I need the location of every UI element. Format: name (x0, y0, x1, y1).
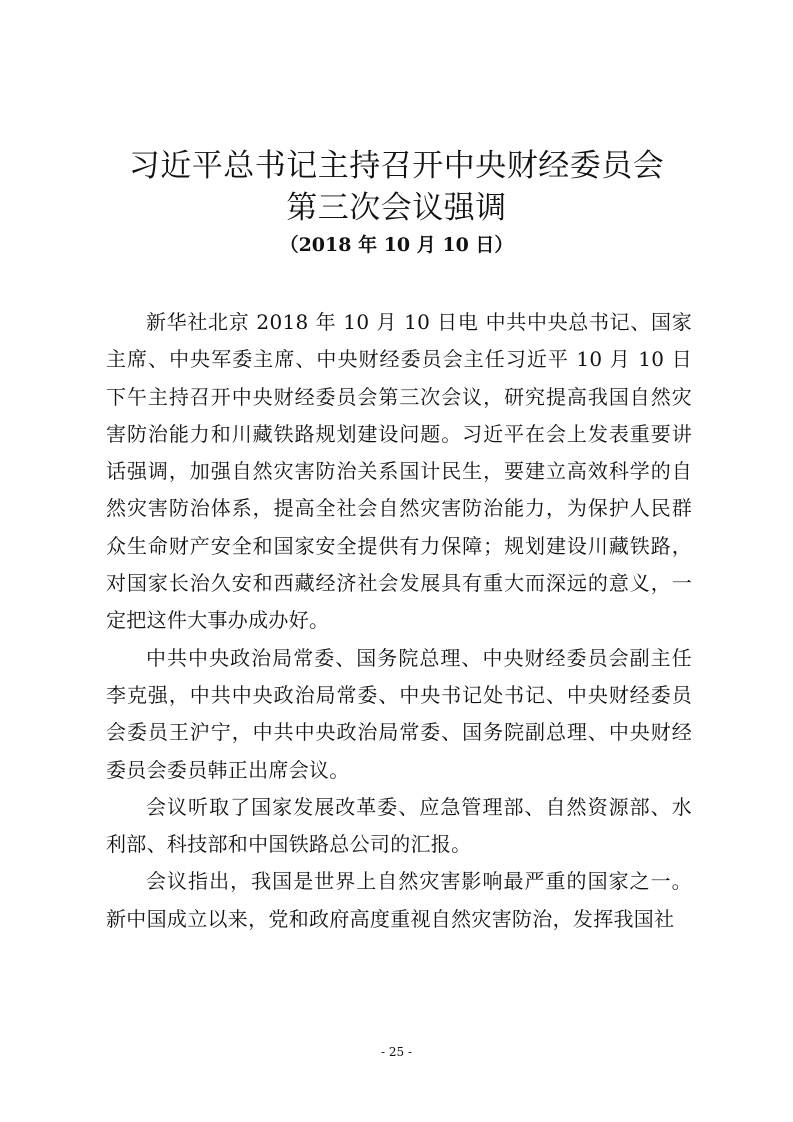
document-date: （2018 年 10 月 10 日） (279, 234, 514, 256)
document-title-line-2: 第三次会议强调 (286, 190, 507, 226)
page-number: - 25 - (380, 1045, 412, 1059)
paragraph: 会议指出，我国是世界上自然灾害影响最严重的国家之一。新中国成立以来，党和政府高度重视自然灾害防治，发挥我国社 (106, 869, 692, 931)
paragraph: 会议听取了国家发展改革委、应急管理部、自然资源部、水利部、科技部和中国铁路总公司的汇报。 (106, 794, 692, 857)
document-body (106, 304, 692, 938)
paragraph: 中共中央政治局常委、国务院总理、中央财经委员会副主任李克强，中共中央政治局常委、中央书记处书记、中央财经委员会委员王沪宁，中共中央政治局常委、国务院副总理、中央财经委员会委员韩正出席会议。 (106, 645, 692, 782)
paragraph: 新华社北京 2018 年 10 月 10 日电 中共中央总书记、国家主席、中央军委主席、中央财经委员会主任习近平 10 月 10 日下午主持召开中央财经委员会第三次会议，研究提高我国自然灾害防治能力和川藏铁路规划建设问题。习近平在会上发表重要讲话强调，加强自然灾害防治关系国计民生，要建立高效科学的自然灾害防治体系，提高全社会自然灾害防治能力，为保护人民群众生命财产安全和国家安全提供有力保障；规划建设川藏铁路，对国家长治久安和西藏经济社会发展具有重大而深远的意义，一定把这件大事办成办好。 (106, 310, 692, 633)
document-title-line-1: 习近平总书记主持召开中央财经委员会 (128, 148, 665, 184)
